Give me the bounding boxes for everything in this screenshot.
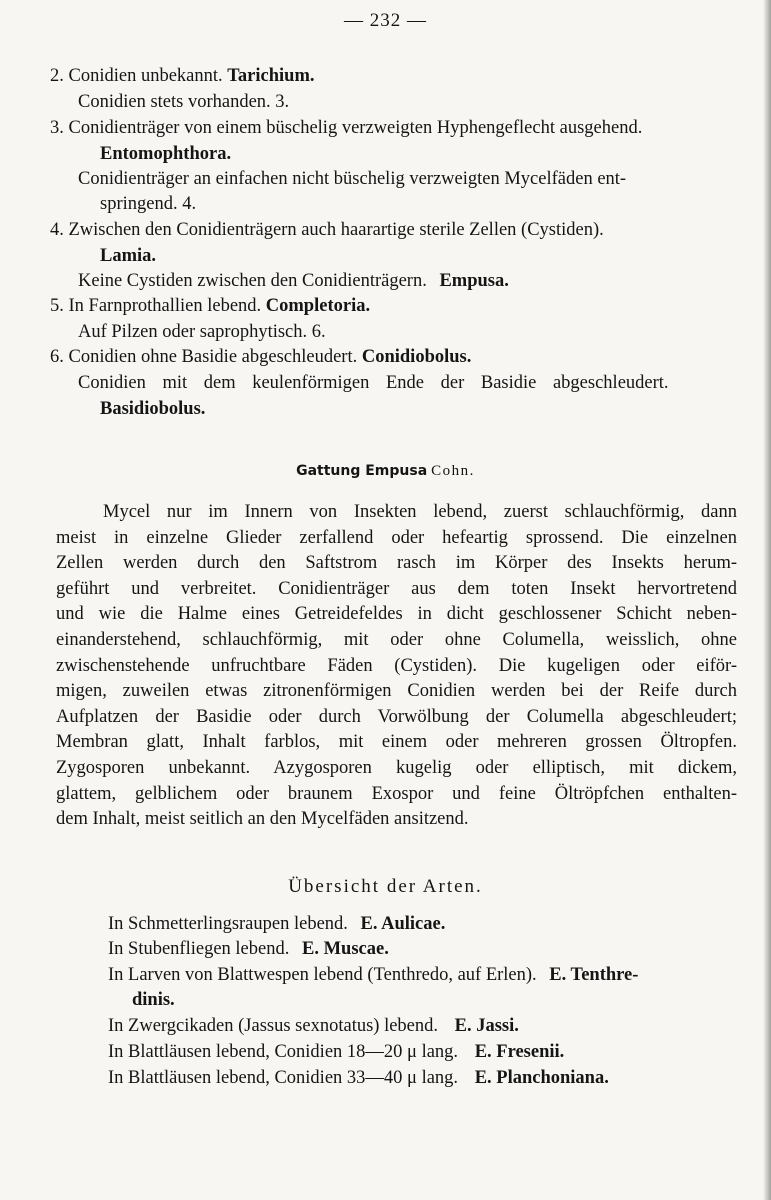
- key-line-4-result: [100, 244, 156, 268]
- description-line: meist in einzelne Glieder zerfallend oder hefeartig sprossend. Die einzelnen: [56, 527, 737, 548]
- species-habitat: In Larven von Blattwespen lebend (Tenthredo, auf Erlen).: [108, 965, 537, 985]
- description-line: migen, zuweilen etwas zitronenförmigen Conidien werden bei der Reife durch: [56, 681, 737, 702]
- key-line-3c: [100, 192, 196, 216]
- description-line: dem Inhalt, meist seitlich an den Mycelfäden ansitzend.: [56, 809, 469, 830]
- genus-heading-label: Gattung Empusa: [296, 463, 428, 479]
- key-line-2: [50, 64, 315, 88]
- key-line-2b: [78, 90, 289, 114]
- species-name: E. Planchoniana.: [474, 1068, 609, 1088]
- species-habitat: In Blattläusen lebend, Conidien 33—40 μ lang.: [108, 1068, 459, 1088]
- description-line: Zygosporen unbekannt. Azygosporen kugelig oder elliptisch, mit dickem,: [56, 758, 737, 778]
- species-item-continued: [132, 988, 175, 1012]
- species-item: [108, 963, 638, 987]
- key-text: In Farnprothallien lebend.: [68, 296, 262, 316]
- key-line-5: [50, 294, 370, 318]
- species-name: E. Aulicae.: [360, 914, 446, 934]
- species-name: dinis.: [132, 990, 175, 1010]
- species-item: [108, 1066, 609, 1090]
- species-name: E. Tenthre-: [549, 965, 639, 985]
- genus-name: Tarichium.: [227, 66, 315, 86]
- genus-heading-author: Cohn.: [431, 463, 475, 479]
- key-number: 4.: [50, 220, 64, 240]
- description-line: Aufplatzen der Basidie oder durch Vorwölbung der Columella abgeschleudert;: [56, 706, 737, 727]
- key-number: 6.: [50, 347, 64, 367]
- key-number: 2.: [50, 66, 64, 86]
- species-name: E. Fresenii.: [474, 1042, 565, 1062]
- genus-name: Entomophthora.: [100, 144, 232, 164]
- key-number: 3.: [50, 118, 64, 138]
- key-line-3: [50, 116, 642, 140]
- description-line: glattem, gelblichem oder braunem Exospor und feine Öltröpfchen enthalten-: [56, 783, 737, 804]
- species-habitat: In Zwergcikaden (Jassus sexnotatus) lebend.: [108, 1016, 439, 1036]
- key-line-6: [50, 345, 471, 369]
- key-text: Conidienträger von einem büschelig verzweigten Hyphengeflecht ausgehend.: [68, 118, 643, 138]
- species-habitat: In Schmetterlingsraupen lebend.: [108, 914, 348, 934]
- species-item: [108, 1040, 564, 1064]
- page-edge-shadow: [763, 0, 771, 1200]
- species-habitat: In Stubenfliegen lebend.: [108, 939, 290, 959]
- genus-name: Completoria.: [265, 296, 371, 316]
- key-line-3b: [78, 167, 626, 191]
- description-line: Zellen werden durch den Saftstrom rasch im Körper des Insekts herum-: [56, 553, 737, 574]
- description-line: Membran glatt, Inhalt farblos, mit einem oder mehreren grossen Öltropfen.: [56, 732, 737, 753]
- key-text: Conidien stets vorhanden. 3.: [78, 92, 290, 112]
- genus-name: Basidiobolus.: [100, 399, 206, 419]
- description-line: Mycel nur im Innern von Insekten lebend, zuerst schlauchförmig, dann: [103, 502, 737, 522]
- key-text: Conidienträger an einfachen nicht büschelig verzweigten Mycelfäden ent-: [78, 169, 627, 189]
- overview-heading: Übersicht der Arten.: [288, 876, 483, 897]
- key-text: Conidien unbekannt.: [68, 66, 223, 86]
- key-text: Keine Cystiden zwischen den Conidienträgern.: [78, 271, 427, 291]
- species-item: [108, 937, 389, 961]
- species-item: [108, 912, 445, 936]
- key-text: Conidien mit dem keulenförmigen Ende der Basidie abgeschleudert.: [78, 373, 669, 393]
- key-text: Conidien ohne Basidie abgeschleudert.: [68, 347, 358, 367]
- genus-name: Conidiobolus.: [361, 347, 472, 367]
- species-item: [108, 1014, 519, 1038]
- key-line-4b: [78, 269, 509, 293]
- description-line: geführt und verbreitet. Conidienträger aus dem toten Insekt hervortretend: [56, 578, 737, 599]
- species-name: E. Jassi.: [454, 1016, 519, 1036]
- key-text: Auf Pilzen oder saprophytisch. 6.: [78, 322, 326, 342]
- description-line: einanderstehend, schlauchförmig, mit oder ohne Columella, weisslich, ohne: [56, 630, 737, 650]
- species-habitat: In Blattläusen lebend, Conidien 18—20 μ lang.: [108, 1042, 459, 1062]
- key-text: Zwischen den Conidienträgern auch haarartige sterile Zellen (Cystiden).: [68, 220, 604, 240]
- key-line-4: [50, 218, 604, 242]
- page-number: — 232 —: [344, 10, 427, 31]
- genus-name: Lamia.: [100, 246, 157, 266]
- key-line-5b: [78, 320, 326, 344]
- genus-name: Empusa.: [439, 271, 509, 291]
- species-name: E. Muscae.: [301, 939, 389, 959]
- description-line: zwischenstehende unfruchtbare Fäden (Cystiden). Die kugeligen oder eiför-: [56, 655, 737, 676]
- key-text: springend. 4.: [100, 194, 197, 214]
- description-line: und wie die Halme eines Getreidefeldes in dicht geschlossener Schicht neben-: [56, 604, 737, 625]
- key-line-6-result: [100, 397, 205, 421]
- key-line-6b: [78, 371, 669, 395]
- key-number: 5.: [50, 296, 64, 316]
- genus-heading: [0, 462, 771, 480]
- key-line-3-result: [100, 142, 231, 166]
